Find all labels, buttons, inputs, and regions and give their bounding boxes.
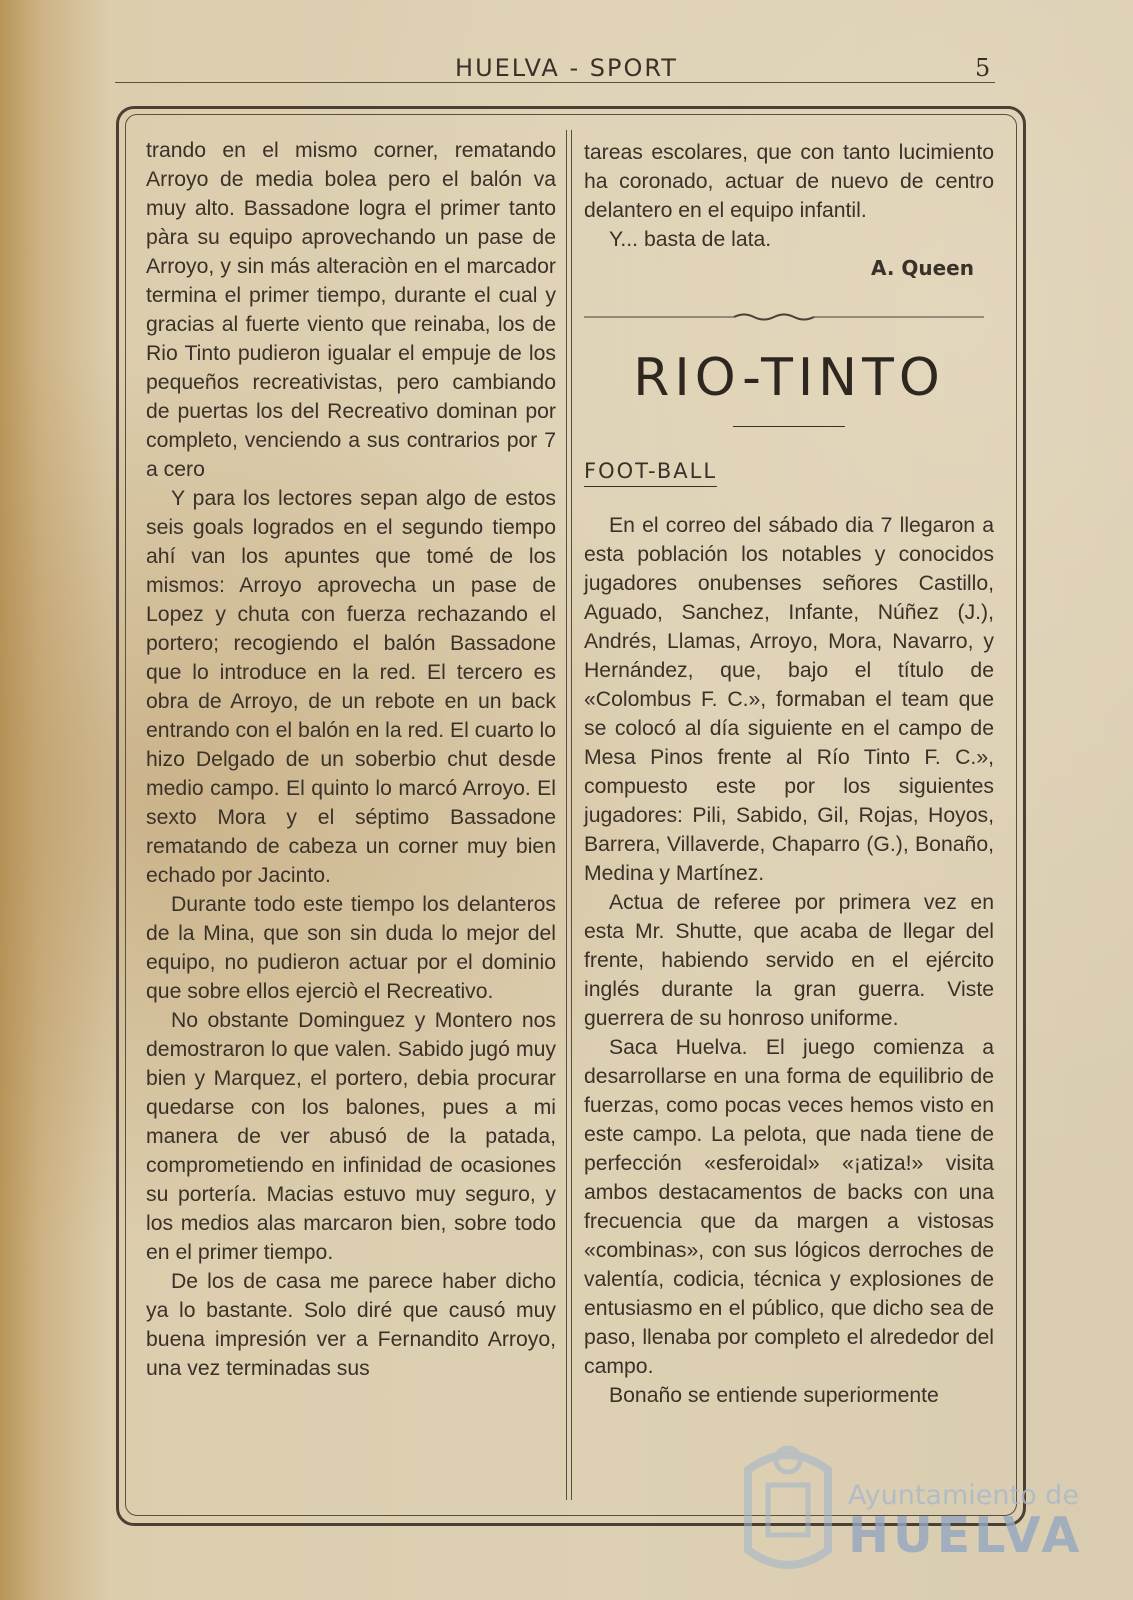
left-column [146, 136, 556, 1383]
page-number: 5 [975, 54, 991, 82]
paragraph: Saca Huelva. El juego comienza a desarrollarse en una forma de equilibrio de fuerzas, como pocas veces hemos visto en este campo. La pelota, que nada tiene de perfección «esferoidal» «¡atiza!» visita ambos destacamentos de backs con una frecuencia que da margen a vistosas «combinas», con sus lógicos derroches de valentía, codicia, técnica y explosiones de entusiasmo en el público, que dicho sea de paso, llenaba por completo el alrededor del campo. [584, 1036, 994, 1378]
section-title: RIO-TINTO [633, 348, 945, 408]
paragraph: Bonaño se entiende superiormente [609, 1384, 939, 1407]
running-title: HUELVA - SPORT [455, 54, 678, 82]
right-column [584, 138, 994, 1410]
column-divider [571, 130, 572, 1500]
paragraph: Y... basta de lata. [609, 228, 772, 251]
column-divider [566, 130, 567, 1500]
paragraph: trando en el mismo corner, rematando Arroyo de media bolea pero el balón va muy alto. Bassadone logra el primer tanto pàra su equipo aprovechando un pase de Arroyo, y sin más alteraciòn en el marcador termina el primer tiempo, durante el cual y gracias al fuerte viento que reinaba, los de Rio Tinto pudieron igualar el empuje de los pequeños recreativistas, pero cambiando de puertas los del Recreativo dominan por completo, venciendo a sus contrarios por 7 a cero [146, 139, 556, 481]
paragraph: Y para los lectores sepan algo de estos seis goals logrados en el segundo tiempo ahí van los apuntes que tomé de los mismos: Arroyo aprovecha un pase de Lopez y chuta con fuerza rechazando el portero; recogiendo el balón Bassadone que lo introduce en la red. El tercero es obra de Arroyo, de un rebote en un back entrando con el balón en la red. El cuarto lo hizo Delgado de un soberbio chut desde medio campo. El quinto lo marcó Arroyo. El sexto Mora y el séptimo Bassadone rematando de cabeza un corner muy bien echado por Jacinto. [146, 487, 556, 887]
watermark-line-1: Ayuntamiento de [848, 1480, 1079, 1511]
paragraph: Durante todo este tiempo los delanteros de la Mina, que son sin duda lo mejor del equipo, no pudieron actuar por el dominio que sobre ellos ejerciò el Recreativo. [146, 893, 556, 1003]
header-rule [115, 82, 995, 83]
paragraph: tareas escolares, que con tanto lucimiento ha coronado, actuar de nuevo de centro delantero en el equipo infantil. [584, 141, 994, 222]
subsection-title: FOOT-BALL [584, 458, 717, 487]
paragraph: Actua de referee por primera vez en esta Mr. Shutte, que acaba de llegar del frente, habiendo servido en el ejército inglés durante la gran guerra. Viste guerrera de su honroso uniforme. [584, 891, 994, 1030]
paragraph: No obstante Dominguez y Montero nos demostraron lo que valen. Sabido jugó muy bien y Marquez, el portero, debia procurar quedarse con los balones, pues a mi manera de ver abusó de la patada, comprometiendo en infinidad de ocasiones su portería. Macias estuvo muy seguro, y los medios alas marcaron bien, sobre todo en el primer tiempo. [146, 1009, 556, 1264]
author-signature: A. Queen [870, 256, 974, 280]
paragraph: En el correo del sábado dia 7 llegaron a esta población los notables y conocidos jugadores onubenses señores Castillo, Aguado, Sanchez, Infante, Núñez (J.), Andrés, Llamas, Arroyo, Mora, Navarro, y Hernández, que, bajo el título de «Colombus F. C.», formaban el team que se colocó al día siguiente en el campo de Mesa Pinos frente al Río Tinto F. C.», compuesto este por los siguientes jugadores: Pili, Sabido, Gil, Rojas, Hoyos, Barrera, Villaverde, Chaparro (G.), Bonaño, Medina y Martínez. [584, 514, 994, 885]
watermark-line-2: HUELVA [848, 1507, 1084, 1564]
paragraph: De los de casa me parece haber dicho ya lo bastante. Solo diré que causó muy buena impresión ver a Fernandito Arroyo, una vez terminadas sus [146, 1270, 556, 1380]
section-ornament [584, 310, 984, 324]
title-rule [733, 426, 845, 427]
